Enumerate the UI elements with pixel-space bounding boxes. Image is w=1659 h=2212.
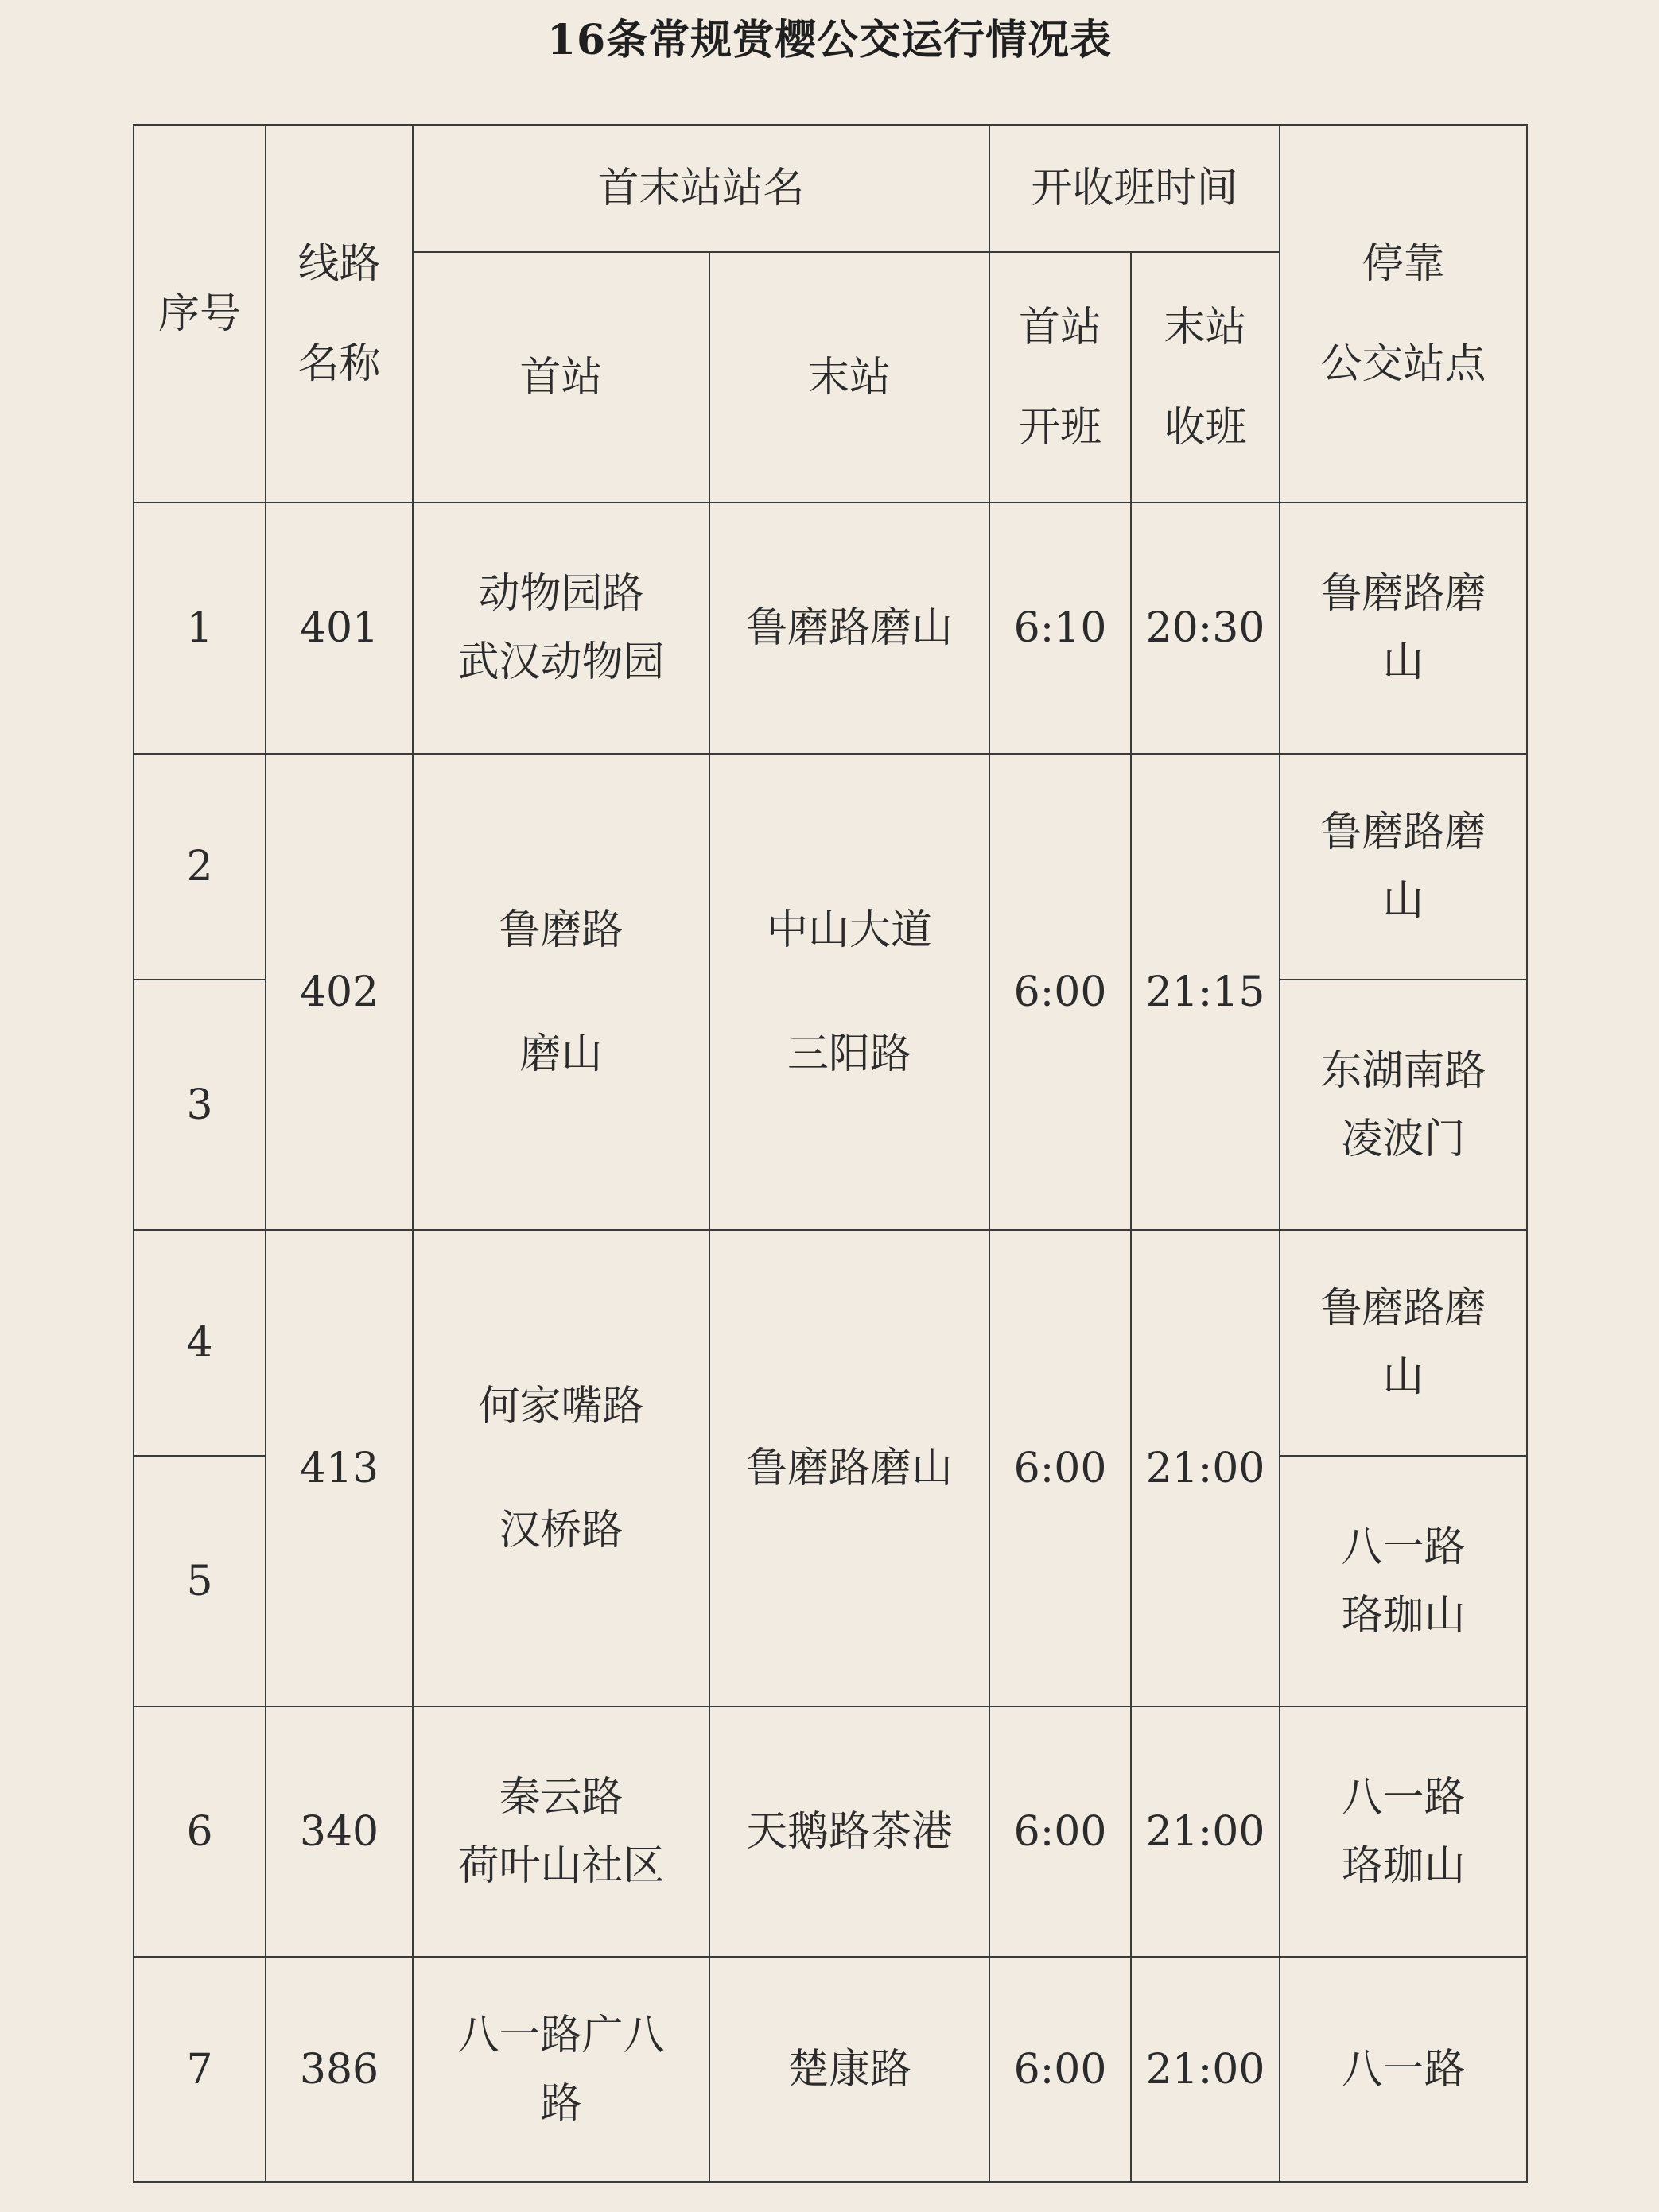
end-time: 21:00 (1131, 1706, 1280, 1957)
table-row (134, 754, 1527, 980)
header-terminals-group: 首末站站名 (413, 125, 989, 252)
route-name: 413 (266, 1230, 413, 1706)
stop-point (1280, 1706, 1527, 1957)
stop-point (1280, 1230, 1527, 1456)
header-last-time (1131, 252, 1280, 503)
first-stop-line: 何家嘴路 (478, 1382, 644, 1430)
first-stop-line: 路 (540, 2079, 582, 2128)
stop-point: 八一路 (1280, 1957, 1527, 2182)
stop-line: 山 (1382, 1353, 1424, 1401)
stop-line: 珞珈山 (1341, 1591, 1466, 1640)
row-index: 3 (134, 980, 266, 1230)
header-last-time-line1: 末站 (1164, 303, 1247, 351)
header-row-1 (134, 125, 1527, 252)
header-route-line1: 线路 (297, 239, 381, 288)
header-route-line2: 名称 (297, 340, 381, 388)
row-index: 4 (134, 1230, 266, 1456)
first-stop-line: 八一路广八 (457, 2011, 665, 2059)
stop-line: 八一路 (1341, 1523, 1466, 1571)
row-index: 1 (134, 503, 266, 754)
header-first-time-line1: 首站 (1019, 303, 1102, 351)
row-index: 5 (134, 1456, 266, 1706)
first-stop-line: 荷叶山社区 (457, 1841, 665, 1890)
last-stop: 楚康路 (709, 1957, 989, 2182)
header-index: 序号 (134, 125, 266, 503)
row-index: 7 (134, 1957, 266, 2182)
stop-line: 东湖南路 (1320, 1046, 1486, 1095)
header-last-stop: 末站 (709, 252, 989, 503)
header-first-time-line2: 开班 (1019, 403, 1102, 452)
first-stop (413, 1706, 709, 1957)
last-stop: 鲁磨路磨山 (709, 503, 989, 754)
stop-line: 鲁磨路磨 (1320, 809, 1486, 856)
stop-line: 鲁磨路磨 (1320, 570, 1486, 618)
stop-line: 山 (1382, 638, 1424, 686)
stop-line: 珞珈山 (1341, 1841, 1466, 1890)
first-stop (413, 754, 709, 1230)
table-row (134, 1706, 1527, 1957)
first-stop-line: 武汉动物园 (457, 638, 665, 686)
header-stop-line1: 停靠 (1362, 239, 1445, 288)
first-stop (413, 1957, 709, 2182)
end-time: 20:30 (1131, 503, 1280, 754)
start-time: 6:00 (989, 1706, 1131, 1957)
first-stop-line: 动物园路 (478, 570, 644, 618)
header-first-time (989, 252, 1131, 503)
route-name: 401 (266, 503, 413, 754)
first-stop-line: 秦云路 (499, 1773, 624, 1822)
first-stop-line: 磨山 (519, 1030, 603, 1078)
stop-point (1280, 503, 1527, 754)
stop-line: 山 (1382, 877, 1424, 925)
header-times-group: 开收班时间 (989, 125, 1280, 252)
row-index: 6 (134, 1706, 266, 1957)
last-stop: 天鹅路茶港 (709, 1706, 989, 1957)
header-last-time-line2: 收班 (1164, 403, 1247, 452)
route-name: 386 (266, 1957, 413, 2182)
header-first-stop: 首站 (413, 252, 709, 503)
page-title: 16条常规赏樱公交运行情况表 (546, 16, 1113, 64)
first-stop (413, 1230, 709, 1706)
last-stop-line: 三阳路 (787, 1030, 912, 1078)
header-route-name (266, 125, 413, 503)
header-stop-line2: 公交站点 (1320, 340, 1486, 388)
stop-line: 鲁磨路磨 (1320, 1285, 1486, 1333)
last-stop-line: 中山大道 (767, 906, 933, 954)
stop-line: 凌波门 (1341, 1115, 1466, 1163)
end-time: 21:00 (1131, 1230, 1280, 1706)
stop-point (1280, 1456, 1527, 1706)
bus-schedule-table (133, 124, 1528, 2183)
table-row (134, 1230, 1527, 1456)
start-time: 6:00 (989, 754, 1131, 1230)
first-stop (413, 503, 709, 754)
header-stop (1280, 125, 1527, 503)
table-row (134, 1957, 1527, 2182)
route-name: 402 (266, 754, 413, 1230)
stop-line: 八一路 (1341, 1773, 1466, 1822)
last-stop: 鲁磨路磨山 (709, 1230, 989, 1706)
first-stop-line: 汉桥路 (499, 1506, 624, 1554)
start-time: 6:00 (989, 1230, 1131, 1706)
start-time: 6:10 (989, 503, 1131, 754)
start-time: 6:00 (989, 1957, 1131, 2182)
table-row (134, 503, 1527, 754)
stop-point (1280, 980, 1527, 1230)
stop-point (1280, 754, 1527, 980)
route-name: 340 (266, 1706, 413, 1957)
row-index: 2 (134, 754, 266, 980)
first-stop-line: 鲁磨路 (499, 906, 624, 954)
end-time: 21:15 (1131, 754, 1280, 1230)
end-time: 21:00 (1131, 1957, 1280, 2182)
last-stop (709, 754, 989, 1230)
